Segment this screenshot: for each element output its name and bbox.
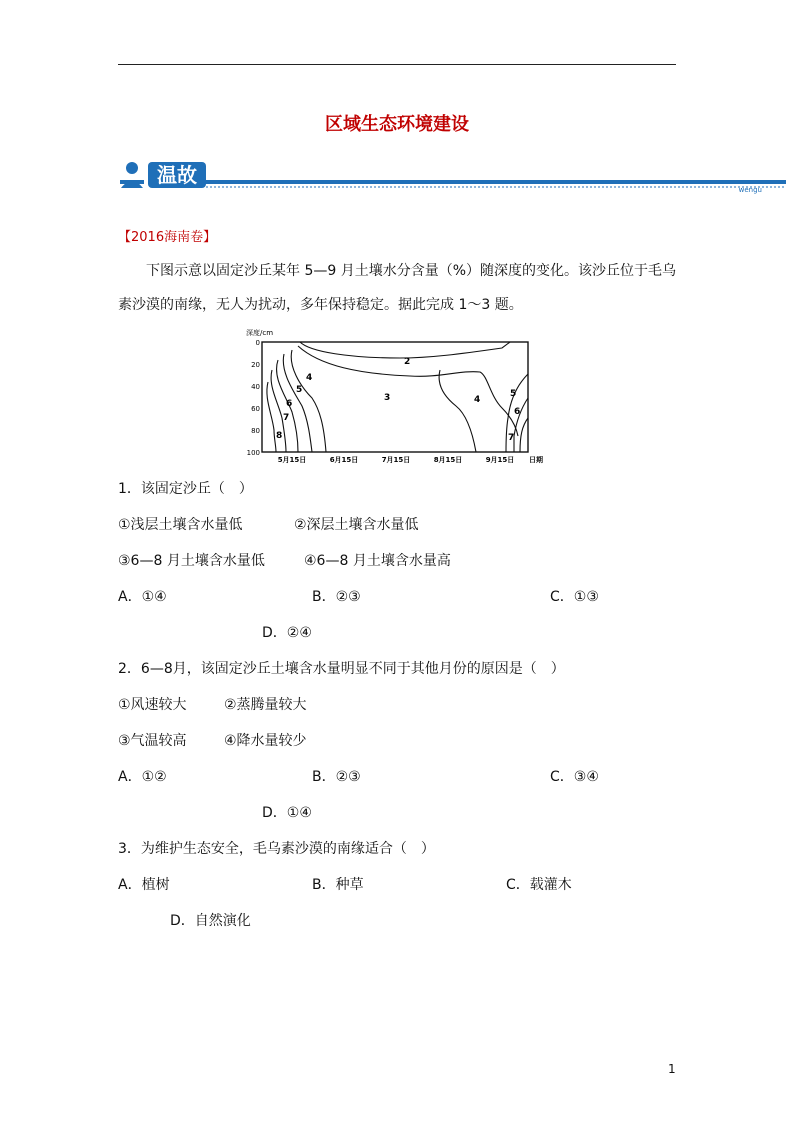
question-1-statement: ①浅层土壤含水量低	[118, 517, 243, 533]
question-2-statement: ①风速较大	[118, 697, 187, 713]
intro-paragraph	[118, 254, 678, 322]
y-tick: 60	[251, 405, 260, 413]
y-tick: 0	[255, 339, 260, 347]
question-3-option-c: C．载灌木	[506, 877, 572, 893]
soil-moisture-figure	[240, 326, 546, 464]
contour-label: 2	[404, 357, 411, 367]
question-1-statement: ②深层土壤含水量低	[294, 517, 419, 533]
contour-label: 7	[283, 413, 290, 423]
contour-label: 5	[296, 385, 303, 395]
y-tick: 100	[246, 449, 260, 457]
contour-label: 4	[474, 395, 481, 405]
question-2-stem: 2．6—8月，该固定沙丘土壤含水量明显不同于其他月份的原因是（ ）	[118, 661, 565, 677]
question-1-stem: 1．该固定沙丘（ ）	[118, 481, 253, 497]
question-1-option-c: C．①③	[550, 589, 599, 605]
question-3-option-b: B．种草	[312, 877, 364, 893]
y-tick: 80	[251, 427, 260, 435]
y-axis-title: 深度/cm	[246, 329, 274, 337]
x-axis-title: 日期	[529, 456, 543, 464]
intro-line-2: 素沙漠的南缘，无人为扰动，多年保持稳定。据此完成 1～3 题。	[118, 297, 523, 313]
contour-label: 4	[306, 373, 313, 383]
question-3-option-d: D．自然演化	[170, 913, 251, 929]
question-3-option-a: A．植树	[118, 877, 170, 893]
x-tick: 5月15日	[277, 456, 307, 464]
x-tick: 7月15日	[381, 456, 411, 464]
banner-watermark: wengu	[738, 186, 762, 194]
contour-label: 8	[276, 431, 283, 441]
question-2-option-c: C．③④	[550, 769, 599, 785]
contour-label: 3	[384, 393, 391, 403]
question-2-option-a: A．①②	[118, 769, 167, 785]
header-rule	[118, 64, 676, 65]
contour-label: 6	[286, 399, 293, 409]
y-tick: 20	[251, 361, 260, 369]
x-tick: 8月15日	[433, 456, 463, 464]
question-1-statement: ④6—8 月土壤含水量高	[304, 553, 451, 569]
banner-label: 温故	[157, 163, 197, 187]
page-title: 区域生态环境建设	[325, 114, 469, 135]
section-banner	[118, 158, 786, 194]
x-tick: 6月15日	[329, 456, 359, 464]
question-2-option-b: B．②③	[312, 769, 361, 785]
contour-label: 5	[510, 389, 517, 399]
reader-icon	[120, 162, 144, 188]
contour-label: 7	[508, 433, 515, 443]
question-3-stem: 3．为维护生态安全，毛乌素沙漠的南缘适合（ ）	[118, 841, 435, 857]
question-1-statement: ③6—8 月土壤含水量低	[118, 553, 265, 569]
x-tick: 9月15日	[485, 456, 515, 464]
y-tick: 40	[251, 383, 260, 391]
intro-line-1: 下图示意以固定沙丘某年 5—9 月土壤水分含量（%）随深度的变化。该沙丘位于毛乌	[146, 263, 677, 279]
question-2-statement: ②蒸腾量较大	[224, 697, 307, 713]
question-1-option-b: B．②③	[312, 589, 361, 605]
question-source: 【2016海南卷】	[118, 230, 217, 245]
question-2-statement: ④降水量较少	[224, 733, 307, 749]
question-2-statement: ③气温较高	[118, 733, 187, 749]
question-2-option-d: D．①④	[262, 805, 312, 821]
question-1-option-a: A．①④	[118, 589, 167, 605]
page-number: 1	[668, 1062, 676, 1076]
contour-label: 6	[514, 407, 521, 417]
question-1-option-d: D．②④	[262, 625, 312, 641]
